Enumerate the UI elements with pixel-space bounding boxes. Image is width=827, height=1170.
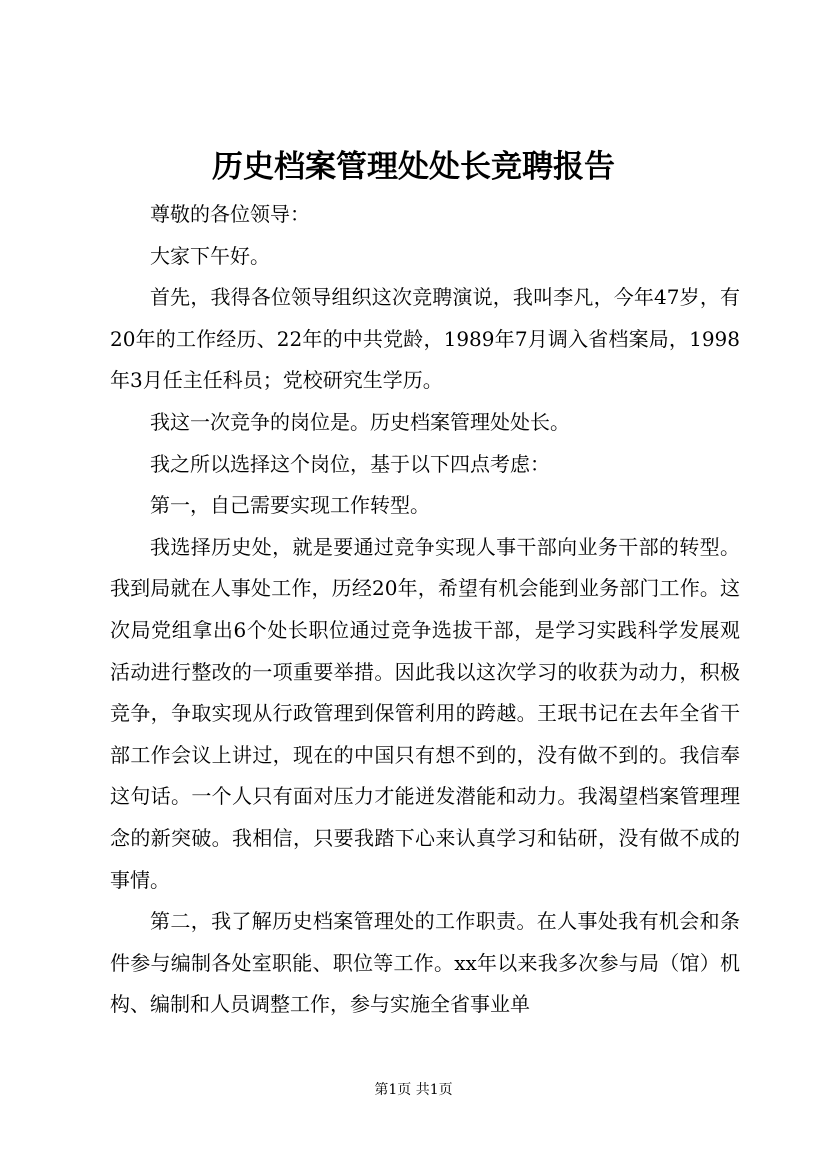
paragraph-reason-one-heading: 第一，自己需要实现工作转型。 [150, 493, 430, 518]
document-title: 历史档案管理处处长竞聘报告 [212, 149, 615, 185]
paragraph-greeting: 大家下午好。 [150, 243, 270, 268]
paragraph-reason-two: 第二，我了解历史档案管理处的工作职责。在人事处我有机会和条件参与编制各处室职能、职位等工作。xx年以来我多次参与局（馆）机构、编制和人员调整工作，参与实施全省事业单 [110, 909, 740, 1017]
document-body [110, 194, 740, 1026]
paragraph-reasons-intro: 我之所以选择这个岗位，基于以下四点考虑： [150, 451, 550, 476]
paragraph-salutation: 尊敬的各位领导： [150, 202, 310, 226]
page-footer: 第1页 共1页 [374, 1082, 453, 1098]
paragraph-introduction: 首先，我得各位领导组织这次竞聘演说，我叫李凡，今年47岁，有20年的工作经历、22年的中共党龄，1989年7月调入省档案局，1998年3月任主任科员；党校研究生学历。 [110, 285, 740, 393]
paragraph-reason-one-body: 我选择历史处，就是要通过竞争实现人事干部向业务干部的转型。我到局就在人事处工作，历经20年，希望有机会能到业务部门工作。这次局党组拿出6个处长职位通过竞争选拔干部，是学习实践科学发展观活动进行整改的一项重要举措。因此我以这次学习的收获为动力，积极竞争，争取实现从行政管理到保管利用的跨越。王珉书记在去年全省干部工作会议上讲过，现在的中国只有想不到的，没有做不到的。我信奉这句话。一个人只有面对压力才能迸发潜能和动力。我渴望档案管理理念的新突破。我相信，只要我踏下心来认真学习和钻研，没有做不成的事情。 [110, 534, 740, 892]
paragraph-position: 我这一次竞争的岗位是。历史档案管理处处长。 [150, 409, 570, 434]
